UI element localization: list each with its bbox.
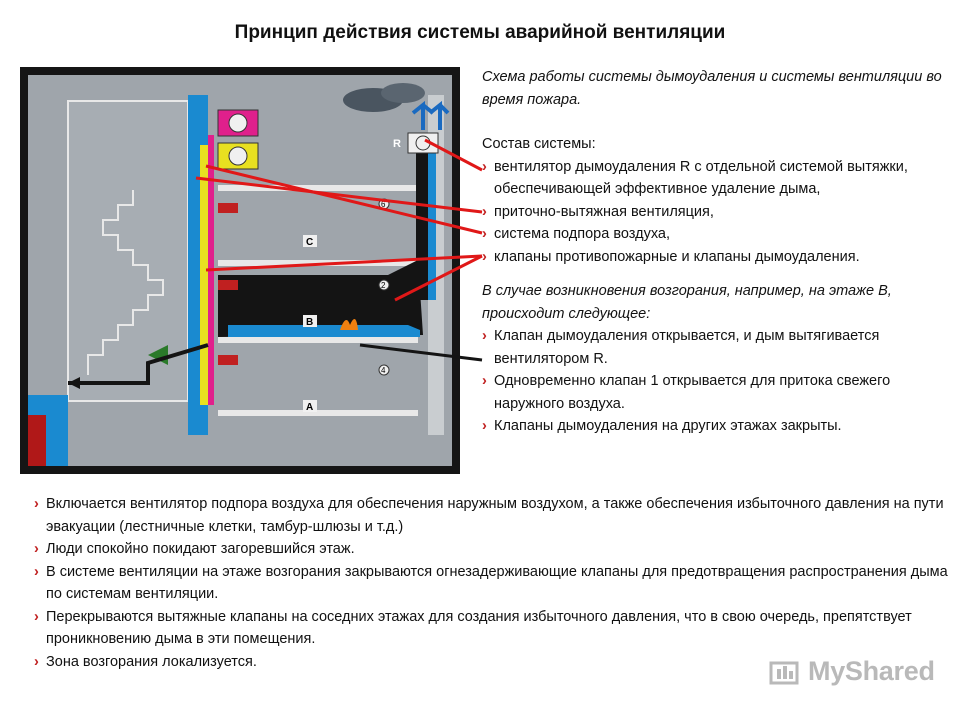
scenario-heading: В случае возникновения возгорания, например, на этаже В, происходит следующее: [482, 283, 892, 322]
bottom-text-panel [34, 493, 954, 673]
pointer-arrow-valves-2 [395, 256, 482, 300]
scenario-item: › Клапан дымоудаления открывается, и дым вытягивается вентилятором R. [482, 325, 952, 370]
bullet-arrow-icon: › [34, 541, 39, 557]
pointer-arrow-fire [360, 345, 482, 360]
page-title: Принцип действия системы аварийной вентиляции [234, 22, 726, 43]
bullet-arrow-icon: › [482, 248, 487, 265]
composition-item: › система подпора воздуха, [482, 223, 952, 246]
svg-text:4: 4 [381, 366, 386, 375]
floor-label-c: C [306, 237, 314, 248]
bullet-arrow-icon: › [482, 158, 487, 175]
svg-text:2: 2 [381, 281, 386, 290]
bottom-item: › Перекрываются вытяжные клапаны на соседних этажах для создания избыточного давления, что в свою очередь, препятствует проникновению дыма в эти помещения. [34, 606, 954, 651]
composition-item: › приточно-вытяжная вентиляция, [482, 201, 952, 224]
scenario-item: › Клапаны дымоудаления на других этажах закрыты. [482, 415, 952, 438]
pointer-arrow-valves [206, 256, 482, 270]
bottom-item: › В системе вентиляции на этаже возгорания закрываются огнезадерживающие клапаны для предотвращения распространения дыма по системам вентиляции. [34, 561, 954, 606]
bottom-item: › Зона возгорания локализуется. [34, 651, 954, 674]
bottom-item: › Люди спокойно покидают загоревшийся этаж. [34, 538, 954, 561]
bullet-arrow-icon: › [34, 653, 39, 670]
composition-item: › клапаны противопожарные и клапаны дымоудаления. [482, 246, 952, 269]
composition-item: › вентилятор дымоудаления R с отдельной системой вытяжки, обеспечивающей эффективное удаление дыма, [482, 156, 952, 201]
composition-heading: Состав системы: [482, 136, 596, 152]
pointer-arrow-pressure [206, 166, 482, 233]
pointer-arrow-fan [425, 140, 482, 170]
bullet-arrow-icon: › [482, 373, 487, 389]
floor-label-a: A [306, 402, 314, 413]
watermark: MyShared [808, 656, 935, 686]
bullet-arrow-icon: › [482, 328, 487, 344]
bullet-arrow-icon: › [34, 496, 39, 512]
floor-label-b: B [306, 317, 314, 328]
fan-label: R [393, 138, 401, 150]
bullet-arrow-icon: › [34, 608, 39, 625]
watermark-icon [768, 657, 802, 689]
bullet-arrow-icon: › [34, 563, 39, 580]
bullet-arrow-icon: › [482, 226, 487, 242]
scenario-item: › Одновременно клапан 1 открывается для притока свежего наружного воздуха. [482, 370, 952, 415]
svg-text:6: 6 [381, 200, 386, 209]
bullet-arrow-icon: › [482, 418, 487, 434]
bullet-arrow-icon: › [482, 203, 487, 220]
right-text-panel [482, 66, 952, 438]
pointer-arrow-supply [196, 178, 482, 212]
bottom-item: › Включается вентилятор подпора воздуха для обеспечения наружным воздухом, а также обеспечения избыточного давления на пути эвакуации (лестничные клетки, тамбур-шлюзы и т.д.) [34, 493, 954, 538]
intro-text: Схема работы системы дымоудаления и системы вентиляции во время пожара. [482, 69, 942, 108]
